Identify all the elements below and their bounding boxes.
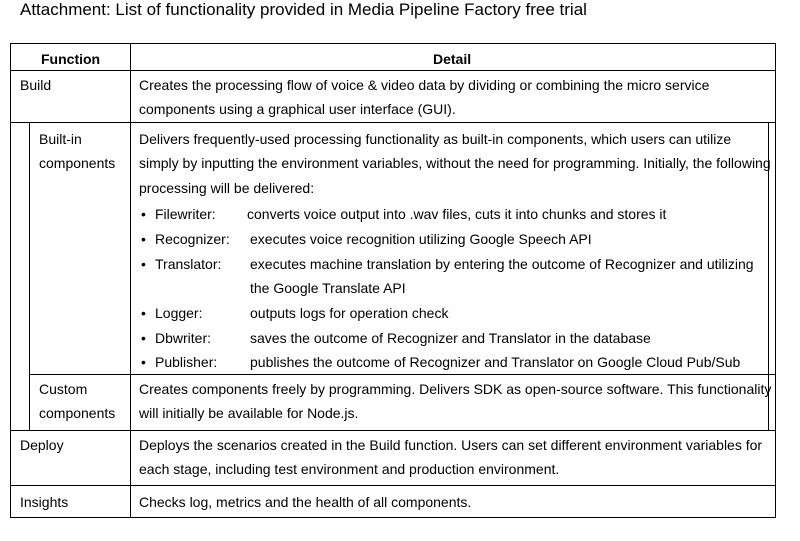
subrow-indent-left	[29, 122, 30, 430]
list-item-desc: saves the outcome of Recognizer and Translator in the database	[250, 330, 651, 346]
list-item-desc-cont: the Google Translate API	[250, 280, 406, 296]
list-item-desc: publishes the outcome of Recognizer and Translator on Google Cloud Pub/Sub	[250, 354, 741, 370]
custom-divider	[10, 430, 776, 431]
custom-detail-line1: Creates components freely by programming. Delivers SDK as open-source software. This functionality	[139, 381, 772, 397]
builtin-detail-line1: Delivers frequently-used processing functionality as built-in components, which users can utilize	[139, 131, 732, 147]
list-item-label: Dbwriter:	[155, 330, 212, 346]
header-function: Function	[41, 51, 101, 67]
build-divider	[10, 122, 776, 123]
list-item-label: Filewriter:	[155, 206, 216, 222]
list-item-label: Publisher:	[155, 354, 218, 370]
builtin-detail-line3: processing will be delivered:	[139, 180, 315, 196]
list-item-desc: executes machine translation by entering the outcome of Recognizer and utilizing	[250, 256, 754, 272]
header-divider	[10, 70, 776, 71]
deploy-detail-line2: each stage, including test environment and production environment.	[139, 461, 560, 477]
build-function: Build	[20, 77, 52, 93]
column-divider	[130, 43, 131, 518]
list-item-desc: outputs logs for operation check	[250, 305, 449, 321]
builtin-detail-line2: simply by inputting the environment variables, without the need for programming. Initially, the following	[139, 155, 771, 171]
builtin-function-line2: components	[39, 155, 116, 171]
deploy-detail-line1: Deploys the scenarios created in the Build function. Users can set different environment variables for	[139, 437, 763, 453]
custom-function-line2: components	[39, 405, 116, 421]
builtin-function-line1: Built-in	[39, 131, 82, 147]
insights-function: Insights	[20, 494, 69, 510]
custom-detail-line2: will initially be available for Node.js.	[139, 405, 359, 421]
list-item-label: Recognizer:	[155, 231, 230, 247]
list-item-label: Translator:	[155, 256, 222, 272]
insights-detail-line1: Checks log, metrics and the health of all components.	[139, 494, 472, 510]
list-item-label: Logger:	[155, 305, 203, 321]
build-detail-line2: components using a graphical user interface (GUI).	[139, 101, 456, 117]
list-item-desc: converts voice output into .wav files, cuts it into chunks and stores it	[247, 206, 667, 222]
header-detail: Detail	[433, 51, 472, 67]
deploy-function: Deploy	[20, 437, 64, 453]
build-detail-line1: Creates the processing flow of voice & video data by dividing or combining the micro service	[139, 77, 710, 93]
deploy-divider	[10, 485, 776, 486]
page-title: Attachment: List of functionality provided in Media Pipeline Factory free trial	[20, 0, 587, 19]
list-item-desc: executes voice recognition utilizing Google Speech API	[250, 231, 592, 247]
custom-function-line1: Custom	[39, 381, 88, 397]
